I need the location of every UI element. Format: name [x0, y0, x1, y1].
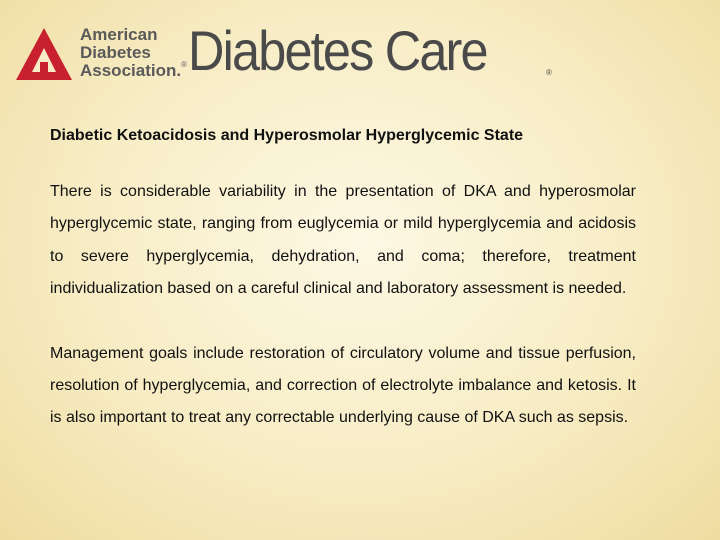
ada-wordmark: [80, 26, 181, 80]
paragraph-2: Management goals include restoration of circulatory volume and tissue perfusion, resolution of hyperglycemia, and correction of electrolyte imbalance and ketosis. It is also important to treat any correctable underlying cause of DKA such as sepsis.: [50, 344, 636, 427]
slide-content: [50, 126, 636, 435]
ada-triangle-logo-icon: [16, 28, 72, 80]
diabetes-care-brand-title: Diabetes Care: [188, 19, 487, 82]
ada-line-3: Association.: [80, 61, 182, 80]
ada-registered-mark: ®: [181, 60, 187, 69]
ada-line-1: American: [80, 25, 158, 44]
paragraph-1: There is considerable variability in the presentation of DKA and hyperosmolar hyperglycemic state, ranging from euglycemia or mild hyperglycemia and acidosis to severe hyperglycemia, dehydration, and coma; therefore, treatment individualization based on a careful clinical and laboratory assessment is needed.: [50, 183, 636, 298]
slide-title: Diabetic Ketoacidosis and Hyperosmolar Hyperglycemic State: [50, 127, 524, 144]
ada-line-2: Diabetes: [80, 43, 151, 62]
header-logo-bar: [16, 19, 576, 84]
brand-registered-mark: ®: [546, 68, 552, 77]
